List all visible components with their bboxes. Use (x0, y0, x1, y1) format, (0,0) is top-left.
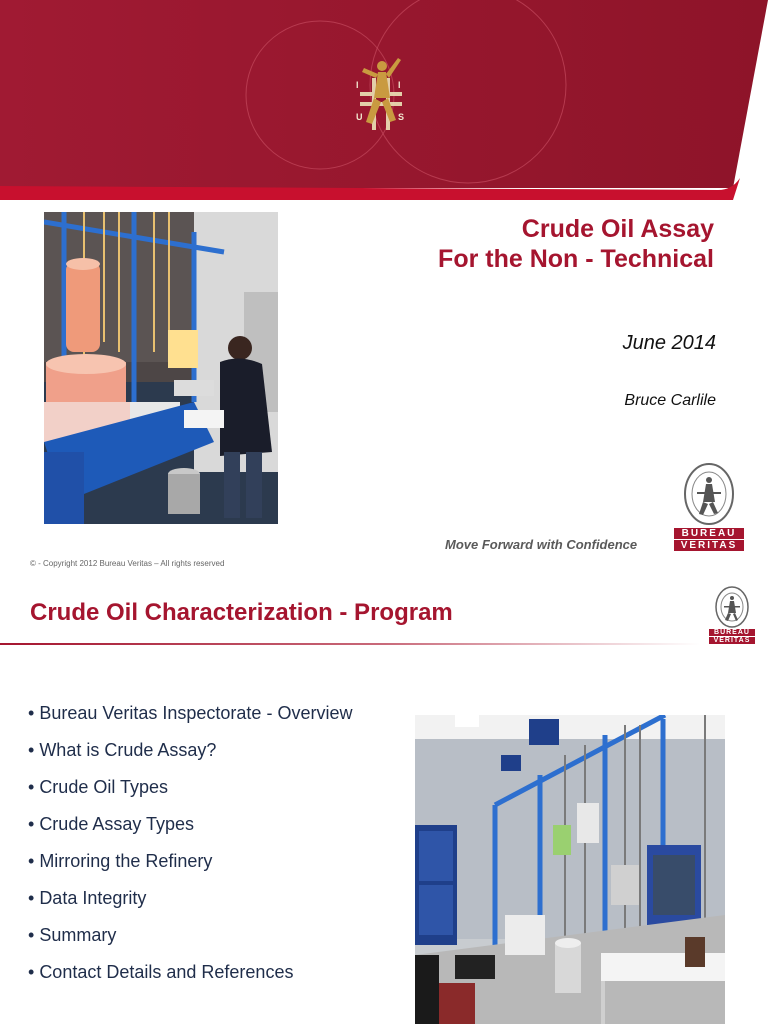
bv-seal-icon (674, 462, 744, 526)
bv-logo-line2: VERITAS (674, 540, 744, 551)
bv-emblem-icon (352, 48, 410, 140)
agenda-item: • Bureau Veritas Inspectorate - Overview (28, 702, 352, 739)
svg-text:U: U (356, 112, 363, 122)
program-agenda-list (28, 702, 352, 998)
svg-text:I: I (398, 80, 401, 90)
agenda-item: • Mirroring the Refinery (28, 850, 352, 887)
bv-logo-line1: BUREAU (674, 528, 744, 539)
laboratory-distillation-photo (44, 212, 278, 524)
header-banner (0, 0, 768, 200)
bv-logo-line2: VERITAS (709, 637, 755, 644)
program-slide (0, 582, 768, 1024)
title-divider (0, 643, 700, 645)
bureau-veritas-logo-small (709, 586, 755, 644)
bureau-veritas-logo (674, 462, 744, 551)
bv-logo-line1: BUREAU (709, 629, 755, 636)
title-line-1: Crude Oil Assay (521, 215, 714, 243)
svg-text:S: S (398, 112, 405, 122)
presenter-name: Bruce Carlile (624, 392, 716, 409)
agenda-item: • Summary (28, 924, 352, 961)
slide-title: Crude Oil Characterization - Program (30, 599, 453, 626)
title-line-2: For the Non - Technical (438, 245, 714, 273)
tagline: Move Forward with Confidence (445, 537, 638, 552)
presentation-title (438, 214, 714, 274)
presentation-date: June 2014 (622, 332, 716, 354)
svg-text:I: I (356, 80, 359, 90)
bv-seal-icon (709, 586, 755, 628)
copyright-notice: © - Copyright 2012 Bureau Veritas – All rights reserved (30, 559, 225, 568)
agenda-item: • Crude Oil Types (28, 776, 352, 813)
agenda-item: • Contact Details and References (28, 961, 352, 998)
agenda-item: • Crude Assay Types (28, 813, 352, 850)
laboratory-equipment-photo (415, 715, 725, 1024)
agenda-item: • Data Integrity (28, 887, 352, 924)
agenda-item: • What is Crude Assay? (28, 739, 352, 776)
